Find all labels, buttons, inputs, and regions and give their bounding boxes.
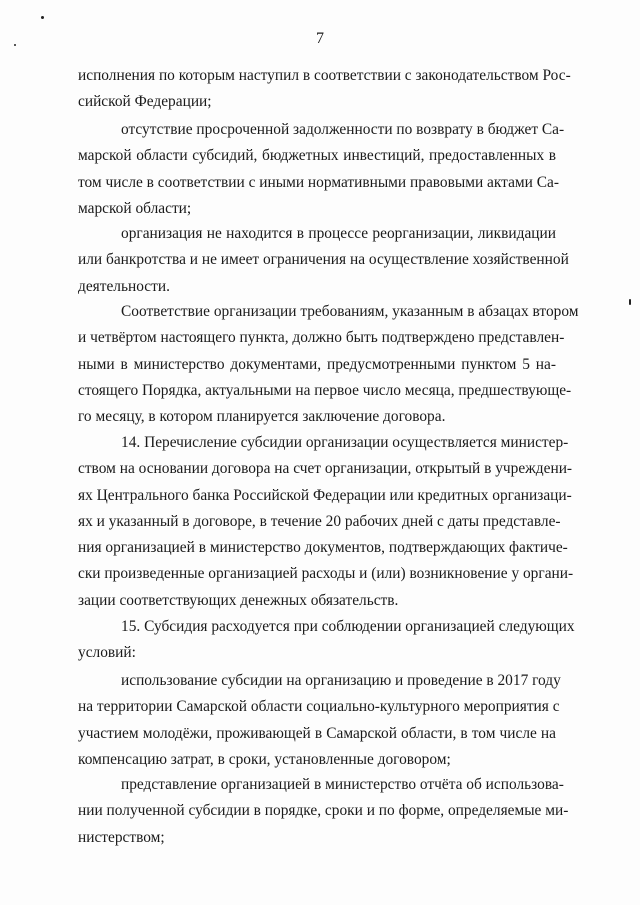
text-line: ях и указанный в договоре, в течение 20 рабочих дней с даты представле-	[78, 512, 561, 530]
paragraph	[78, 221, 569, 300]
text-line: исполнения по которым наступил в соответствии с законодательством Рос-	[78, 67, 571, 84]
text-line: на территории Самарской области социально-культурного мероприятия с	[78, 698, 560, 716]
text-line: ными в министерство документами, предусмотренными пунктом 5 на-	[78, 355, 556, 373]
text-line: представление организацией в министерство отчёта об использова-	[121, 776, 564, 793]
text-line: ством на основании договора на счет организации, открытый в учреждени-	[78, 460, 573, 478]
text-line: компенсацию затрат, в сроки, установленные договором;	[78, 750, 451, 768]
text-line: го месяцу, в котором планируется заключение договора.	[78, 408, 446, 426]
text-line: том числе в соответствии с иными нормативными правовыми актами Са-	[78, 173, 559, 191]
text-line: нии полученной субсидии в порядке, сроки и по форме, определяемые ми-	[78, 802, 569, 820]
text-line: зации соответствующих денежных обязательств.	[78, 591, 399, 609]
paragraph	[78, 299, 579, 430]
text-line: ния организацией в министерство документов, подтверждающих фактиче-	[78, 539, 568, 557]
text-line: сийской Федерации;	[78, 93, 212, 111]
paragraph	[78, 63, 571, 116]
paragraph	[78, 117, 565, 222]
text-line: 15. Субсидия расходуется при соблюдении организацией следующих	[121, 618, 575, 635]
text-line: 14. Перечисление субсидии организации осуществляется министер-	[121, 434, 569, 451]
text-line: и четвёртом настоящего пункта, должно быть подтверждено представлен-	[78, 329, 565, 347]
paragraph	[78, 430, 574, 614]
text-line: марской области;	[78, 199, 192, 217]
text-line: условий:	[78, 644, 136, 662]
text-line: или банкротства и не имеет ограничения на осуществление хозяйственной	[78, 251, 569, 269]
paragraph	[78, 614, 575, 667]
text-line: участием молодёжи, проживающей в Самарской области, в том числе на	[78, 724, 556, 742]
text-line: деятельности.	[78, 277, 170, 295]
text-line: отсутствие просроченной задолженности по возврату в бюджет Са-	[121, 121, 565, 138]
text-line: ски произведенные организацией расходы и (или) возникновение у органи-	[78, 565, 574, 583]
scan-speck	[629, 299, 631, 305]
text-line: использование субсидии на организацию и проведение в 2017 году	[121, 672, 561, 689]
text-line: стоящего Порядка, актуальными на первое число месяца, предшествующе-	[78, 381, 572, 399]
text-line: Соответствие организации требованиям, указанным в абзацах втором	[121, 303, 579, 320]
scan-speck	[41, 16, 44, 19]
text-line: организация не находится в процессе реорганизации, ликвидации	[121, 225, 556, 242]
paragraph	[78, 772, 569, 851]
text-line: ях Центрального банка Российской Федерации или кредитных организаци-	[78, 486, 572, 504]
paragraph	[78, 668, 561, 773]
page-number: 7	[316, 30, 324, 47]
text-line: нистерством;	[78, 828, 165, 846]
text-line: марской области субсидий, бюджетных инвестиций, предоставленных в	[78, 147, 556, 165]
